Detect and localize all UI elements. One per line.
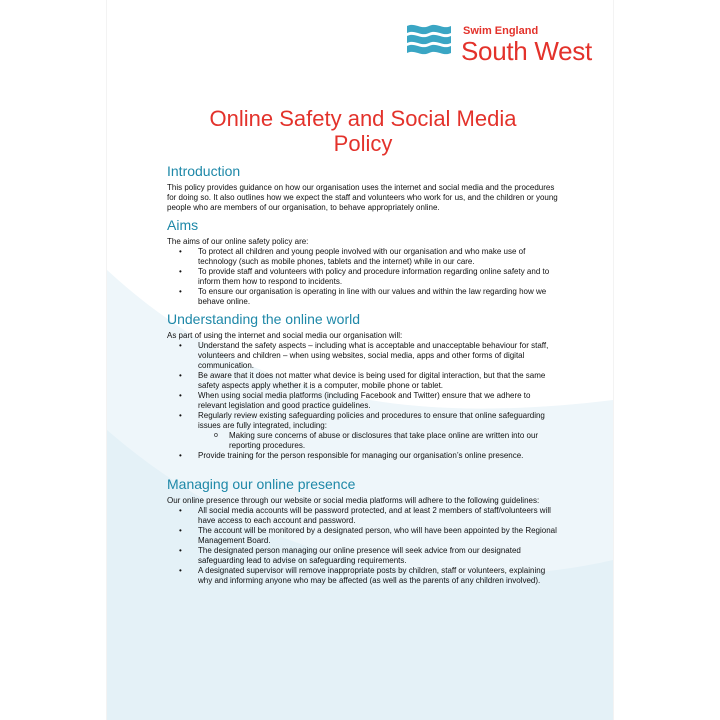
logo-text-swim-england: Swim England bbox=[463, 25, 539, 37]
aims-list bbox=[167, 247, 559, 307]
swim-england-logo bbox=[405, 18, 597, 70]
heading-aims: Aims bbox=[167, 217, 199, 233]
list-item-text: Regularly review existing safeguarding policies and procedures to ensure that online safeguarding issues are fully integrated, including: bbox=[198, 411, 545, 430]
list-item: • All social media accounts will be password protected, and at least 2 members of staff/volunteers will have access to each account and password. bbox=[167, 506, 559, 526]
document-title: Online Safety and Social Media Policy bbox=[209, 106, 517, 156]
sub-list bbox=[198, 431, 559, 451]
list-item: • To protect all children and young people involved with our organisation and who make use of technology (such as mobile phones, tablets and the internet) while in our care. bbox=[167, 247, 559, 267]
document-body bbox=[167, 106, 559, 586]
document-page bbox=[107, 0, 613, 720]
heading-managing-online-presence: Managing our online presence bbox=[167, 476, 356, 492]
list-item: • Be aware that it does not matter what device is being used for digital interaction, but that the same safety aspects apply whether it is a computer, mobile phone or tablet. bbox=[167, 371, 559, 391]
introduction-paragraph: This policy provides guidance on how our organisation uses the internet and social media and the procedures for doing so. It also outlines how we expect the staff and volunteers who work for us, and the children or young people who are members of our organisation, to behave appropriately online. bbox=[167, 183, 558, 212]
heading-understanding-online-world: Understanding the online world bbox=[167, 311, 361, 327]
logo-text-south-west: South West bbox=[461, 36, 592, 66]
presence-lead: Our online presence through our website or social media platforms will adhere to the following guidelines: bbox=[167, 496, 540, 505]
list-item: • A designated supervisor will remove inappropriate posts by children, staff or volunteers, explaining why and informing anyone who may be affected (as well as the parents of any children involved). bbox=[167, 566, 559, 586]
swim-england-waves-logo-icon bbox=[405, 22, 455, 62]
list-item: • To provide staff and volunteers with policy and procedure information regarding online safety and to inform them how to respond to incidents. bbox=[167, 267, 559, 287]
sub-list-item: o Making sure concerns of abuse or disclosures that take place online are written into our reporting procedures. bbox=[198, 431, 559, 451]
list-item: • To ensure our organisation is operating in line with our values and within the law regarding how we behave online. bbox=[167, 287, 559, 307]
section-managing-online-presence bbox=[167, 476, 559, 586]
list-item: • The designated person managing our online presence will seek advice from our designated safeguarding lead to advise on safeguarding requirements. bbox=[167, 546, 559, 566]
section-understanding-online-world bbox=[167, 311, 559, 461]
understanding-lead: As part of using the internet and social media our organisation will: bbox=[167, 331, 403, 340]
list-item: • Understand the safety aspects – including what is acceptable and unacceptable behaviour for staff, volunteers and children – when using websites, social media, apps and other forms of digital communication. bbox=[167, 341, 559, 371]
section-introduction bbox=[167, 163, 559, 213]
list-item: • When using social media platforms (including Facebook and Twitter) ensure that we adhere to relevant legislation and good practice guidelines. bbox=[167, 391, 559, 411]
presence-list bbox=[167, 506, 559, 586]
list-item bbox=[167, 411, 559, 451]
list-item: • The account will be monitored by a designated person, who will have been appointed by the Regional Management Board. bbox=[167, 526, 559, 546]
aims-lead: The aims of our online safety policy are: bbox=[167, 237, 309, 246]
heading-introduction: Introduction bbox=[167, 163, 241, 179]
list-item: • Provide training for the person responsible for managing our organisation’s online presence. bbox=[167, 451, 559, 461]
section-aims bbox=[167, 217, 559, 307]
understanding-list bbox=[167, 341, 559, 461]
